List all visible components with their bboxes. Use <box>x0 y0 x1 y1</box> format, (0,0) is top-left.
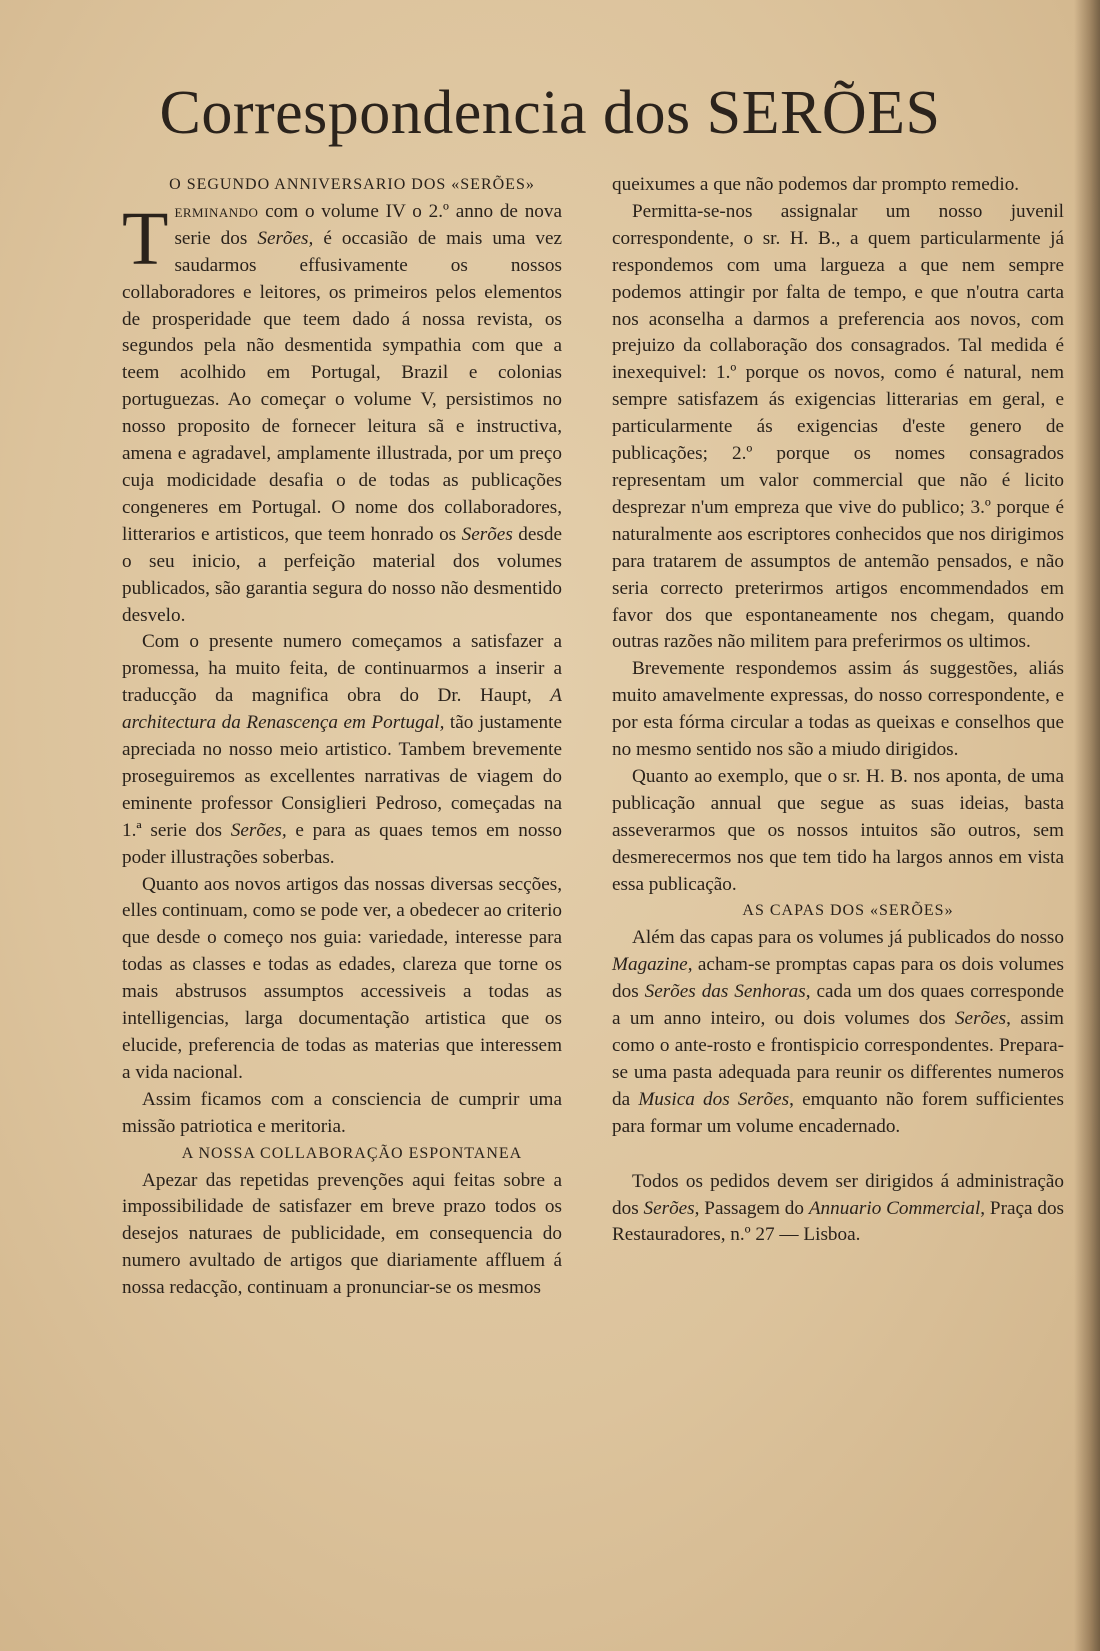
italic-run: A architectura da Renascença em Portugal, <box>122 685 562 734</box>
spacer <box>612 1141 1064 1169</box>
paragraph <box>612 925 1064 1140</box>
text-run: , Praça dos Restauradores, n.º 27 — Lisboa. <box>612 1197 1065 1246</box>
text-run: , emquanto não forem sufficientes para formar um volume encadernado. <box>612 1088 1064 1137</box>
italic-run: Annuario Commercial <box>808 1197 981 1219</box>
text-run: Com o presente numero começamos a satisfazer a promessa, ha muito feita, de continuarmos a inserir a traducção da magnifica obra do Dr. Haupt, <box>122 631 562 707</box>
paragraph <box>122 196 563 630</box>
paragraph <box>122 629 562 871</box>
italic-run: Serões das Senhoras <box>644 981 806 1003</box>
text-run: , assim como o ante-rosto e frontispicio correspondentes. Prepara-se uma pasta adequada para reunir os differentes numeros da <box>612 1008 1064 1110</box>
text-run: , cada um dos quaes corresponde a um anno inteiro, ou dois volumes dos <box>612 981 1065 1030</box>
text-run: , Passagem do <box>694 1197 809 1219</box>
italic-run: Serões, <box>257 227 314 249</box>
text-run: é occasião de mais uma vez saudarmos effusivamente os nossos collaboradores e leitores, os primeiros pelos elementos de prosperidade que teem dado á nossa revista, os segundos pela não desmentida sympathia com que a teem acolhido em Portugal, Brazil e colonias portuguezas. Ao começar o volume V, persistimos no nosso proposito de fornecer leitura sã e instructiva, amena e agradavel, amplamente illustrada, por um preço cuja modicidade desafia o de todas as publicações congeneres em Portugal. O nome dos collaboradores, litterarios e artisticos, que teem honrado os <box>122 227 563 545</box>
italic-run: Magazine <box>612 954 688 976</box>
page-edge-shadow <box>1074 0 1100 1651</box>
paragraph: Permitta-se-nos assignalar um nosso juvenil correspondente, o sr. H. B., a quem particularmente já respondemos com uma largueza a que nem sempre podemos attingir por falta de tempo, e que n'outra carta nos aconselha a darmos a preferencia aos novos, com prejuizo da collaboração dos consagrados. Tal medida é inexequivel: 1.º porque os novos, como é natural, nem sempre satisfazem ás exigencias litterarias em geral, e particularmente ás exigencias d'este genero de publicações; 2.º porque os nomes consagrados representam um valor commercial que não é licito desprezar n'um empreza que vive do publico; 3.º porque é naturalmente aos escriptores conhecidos que nos dirigimos para tratarem de assumptos de antemão pensados, e não seria correcto preterirmos artigos encommendados em favor dos que espontaneamente nos chegam, quando outras razões não militem para preferirmos os ultimos. <box>612 200 1064 653</box>
text-run: , acham-se promptas capas para os dois volumes dos <box>612 954 1064 1003</box>
left-column <box>122 172 562 1302</box>
italic-run: Serões <box>461 523 513 545</box>
paragraph: queixumes a que não podemos dar prompto remedio. <box>612 174 1020 195</box>
text-run: tão justamente apreciada no nosso meio artistico. Tambem brevemente proseguiremos as excellentes narrativas de viagem do eminente professor Consiglieri Pedroso, começadas na 1.ª serie dos <box>122 712 562 841</box>
right-column <box>612 172 1064 1249</box>
italic-run: Serões <box>954 1008 1007 1030</box>
paragraph: Quanto aos novos artigos das nossas diversas secções, elles continuam, como se pode ver, a obedecer ao criterio que desde o começo nos guia: variedade, interesse para todas as classes e todas as edades, clareza que torne os mais abstrusos assumptos accessiveis a todas as intelligencias, larga documentação artistica que os elucide, preferencia de todas as materias que interessem a vida nacional. <box>122 873 562 1083</box>
paragraph <box>612 1169 1064 1250</box>
section-heading-covers: AS CAPAS DOS «SERÕES» <box>742 902 954 920</box>
text-run: e para as quaes temos em nosso poder illustrações soberbas. <box>122 819 562 868</box>
paragraph: Assim ficamos com a consciencia de cumprir uma missão patriotica e meritoria. <box>122 1088 562 1137</box>
section-heading-collaboration: A NOSSA COLLABORAÇÃO ESPONTANEA <box>181 1144 523 1162</box>
text-run: com o volume IV o 2.º anno de nova serie dos <box>174 200 562 249</box>
italic-run: Serões <box>643 1197 695 1219</box>
section-heading-anniversary: O SEGUNDO ANNIVERSARIO DOS «SERÕES» <box>169 176 535 193</box>
italic-run: Musica dos Serões <box>638 1088 790 1110</box>
text-run: desde o seu inicio, a perfeição material dos volumes publicados, são garantia segura do nosso não desmentido desvelo. <box>122 523 562 626</box>
drop-cap: T <box>122 196 169 281</box>
text-run: Todos os pedidos devem ser dirigidos á administração dos <box>612 1170 1064 1219</box>
text-run: Além das capas para os volumes já publicados do nosso <box>632 927 1064 949</box>
italic-run: Serões, <box>230 819 287 841</box>
paragraph: Apezar das repetidas prevenções aqui feitas sobre a impossibilidade de satisfazer em breve prazo todos os desejos naturaes de publicidade, em consequencia do numero avultado de artigos que diariamente affluem á nossa redacção, continuam a pronunciar-se os mesmos <box>122 1169 562 1299</box>
lead-word: erminando <box>174 200 259 222</box>
paragraph: Quanto ao exemplo, que o sr. H. B. nos aponta, de uma publicação annual que segue as suas ideias, basta asseverarmos que os nossos intuitos são outros, sem desmerecermos nos que tem tido ha largos annos em vista essa publicação. <box>612 765 1064 895</box>
paragraph: Brevemente respondemos assim ás suggestões, aliás muito amavelmente expressas, do nosso correspondente, e por esta fórma circular a todas as queixas e conselhos que no mesmo sentido nos são a miudo dirigidos. <box>612 658 1064 761</box>
page-title: Correspondencia dos SERÕES <box>159 79 941 147</box>
